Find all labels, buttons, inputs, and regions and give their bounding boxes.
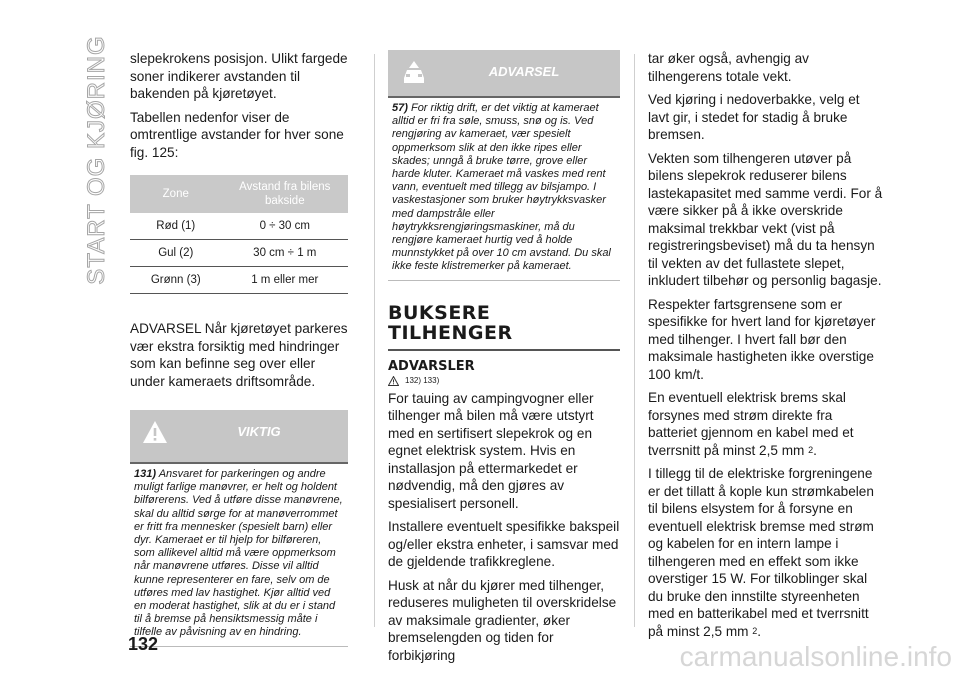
paragraph: En eventuell elektrisk brems skal forsynes med strøm direkte fra batteriet gjennom en kabel med et tverrsnitt på minst 2,5 mm $^2$. xyxy=(648,390,854,458)
paragraph: tar øker også, avhengig av tilhengerens totale vekt. xyxy=(648,51,809,84)
note-number: 57) xyxy=(392,102,408,114)
page-number: 132 xyxy=(128,634,159,654)
box-title: ADVARSEL xyxy=(488,64,560,79)
paragraph: Installere eventuelt spesifikke bakspeil og/eller ekstra enheter, i samsvar med de gjeldende trafikkreglene. xyxy=(388,519,620,570)
watermark: carmanualsonline.info xyxy=(679,641,952,672)
paragraph: slepekrokens posisjon. Ulikt fargede soner indikerer avstanden til bakenden på kjøretøyet. xyxy=(130,51,348,101)
column-2 xyxy=(388,50,620,670)
table-row: Rød (1) 0 ÷ 30 cm xyxy=(130,213,348,240)
paragraph: For tauing av campingvogner eller tilhenger må bilen må være utstyrt med en sertifisert slepekrok og en egnet elektrisk system. Hvis en installasjon på ettermarkedet er nødvendig, må den gjøres av spesialisert personell. xyxy=(388,390,594,511)
box-title: VIKTIG xyxy=(237,424,281,439)
paragraph: Vekten som tilhengeren utøver på bilens slepekrok reduserer bilens lastekapasitet med samme verdi. For å være sikker på å ikke overskride maksimal trekkbar vekt (vist på registreringsbeviset) må du ta hensyn til vekten av det fullastete slepet, inkludert tilbehør og personlig bagasje. xyxy=(648,150,883,288)
note-text: Ansvaret for parkeringen og andre muligt farlige manøvrer, er helt og holdent bilførerens. Ved å utføre disse manøvrene, skal du alltid sørge for at manøverrommet er fritt fra mennesker (spesielt barn) eller dyr. Kameraet er til hjelp for bilføreren, som allikevel alltid må være oppmerksom når manøvrene utføres. Disse vil alltid kunne representerer en fare, selv om de utføres med lav hastighet. Kjør alltid ved en moderat hastighet, slik at du er i stand til å bremse på hensiktsmessig måte i tilfelle av påvisning av en hindring. xyxy=(134,468,343,639)
section-side-title: START OG KJØRING xyxy=(83,35,110,285)
subsection-heading: ADVARSLER xyxy=(388,358,475,374)
warning-box xyxy=(388,50,620,281)
warning-triangle-icon xyxy=(388,376,399,386)
paragraph: Ved kjøring i nedoverbakke, velg et lavt gir, i stedet for stadig å bruke bremsen. xyxy=(648,92,860,142)
column-3 xyxy=(648,50,884,646)
table-header: Zone xyxy=(130,175,222,213)
paragraph: I tillegg til de elektriske forgreningene er det tillatt å kople kun strømkabelen til bilens elsystem for å forsyne en eventuell elektrisk bremse med strøm og kabelen for en intern lampe i tilhengeren med en effekt som ikke overstiger 15 W. For tilkoblinger skal du bruke den innstilte styreenheten med en batterikabel med et tverrsnitt på minst 2,5 mm $^2$. xyxy=(648,466,874,639)
column-1 xyxy=(130,50,348,647)
table-row: Grønn (3) 1 m eller mer xyxy=(130,267,348,294)
important-box xyxy=(130,410,348,647)
warning-references: 132) 133) xyxy=(388,376,620,386)
note-text: For riktig drift, er det viktig at kameraet alltid er fri fra søle, smuss, snø og is. Ved rengjøring av kameraet, vær spesielt oppmerksom slik at den ikke ripes eller skades; unngå å bruke tørre, grove eller harde kluter. Kameraet må vaskes med rent vann, eventuelt med tillegg av bilsjampo. I vaskestasjoner som bruker høytrykksvasker med dampstråle eller høytrykksrengjøringsmaskiner, må du rengjøre kameraet hurtig ved å holde munnstykket på over 10 cm avstand. Du skal ikke feste klistremerker på kameraet. xyxy=(392,102,611,273)
note-number: 131) xyxy=(134,468,157,480)
paragraph: Respekter fartsgrensene som er spesifikke for hvert land for kjøretøyer med tilhenger. I hvert fall bør den maksimale hastigheten ikke overstige 100 km/t. xyxy=(648,296,876,382)
column-divider xyxy=(634,54,635,627)
table-row: Gul (2) 30 cm ÷ 1 m xyxy=(130,240,348,267)
section-heading: BUKSERE TILHENGER xyxy=(388,303,620,351)
paragraph: Tabellen nedenfor viser de omtrentlige avstander for hver sone fig. 125: xyxy=(130,109,344,160)
distance-table xyxy=(130,175,348,294)
column-divider xyxy=(374,54,375,627)
table-header: Avstand fra bilens bakside xyxy=(222,175,348,213)
paragraph: ADVARSEL Når kjøretøyet parkeres vær ekstra forsiktig med hindringer som kan befinne seg over eller under kameraets driftsområde. xyxy=(130,321,348,389)
paragraph: Husk at når du kjører med tilhenger, reduseres muligheten til overskridelse av maksimale gradienter, øker bremselengden og tiden for forbikjøring xyxy=(388,577,617,663)
car-warning-icon xyxy=(400,60,428,86)
warning-triangle-icon xyxy=(142,420,168,444)
